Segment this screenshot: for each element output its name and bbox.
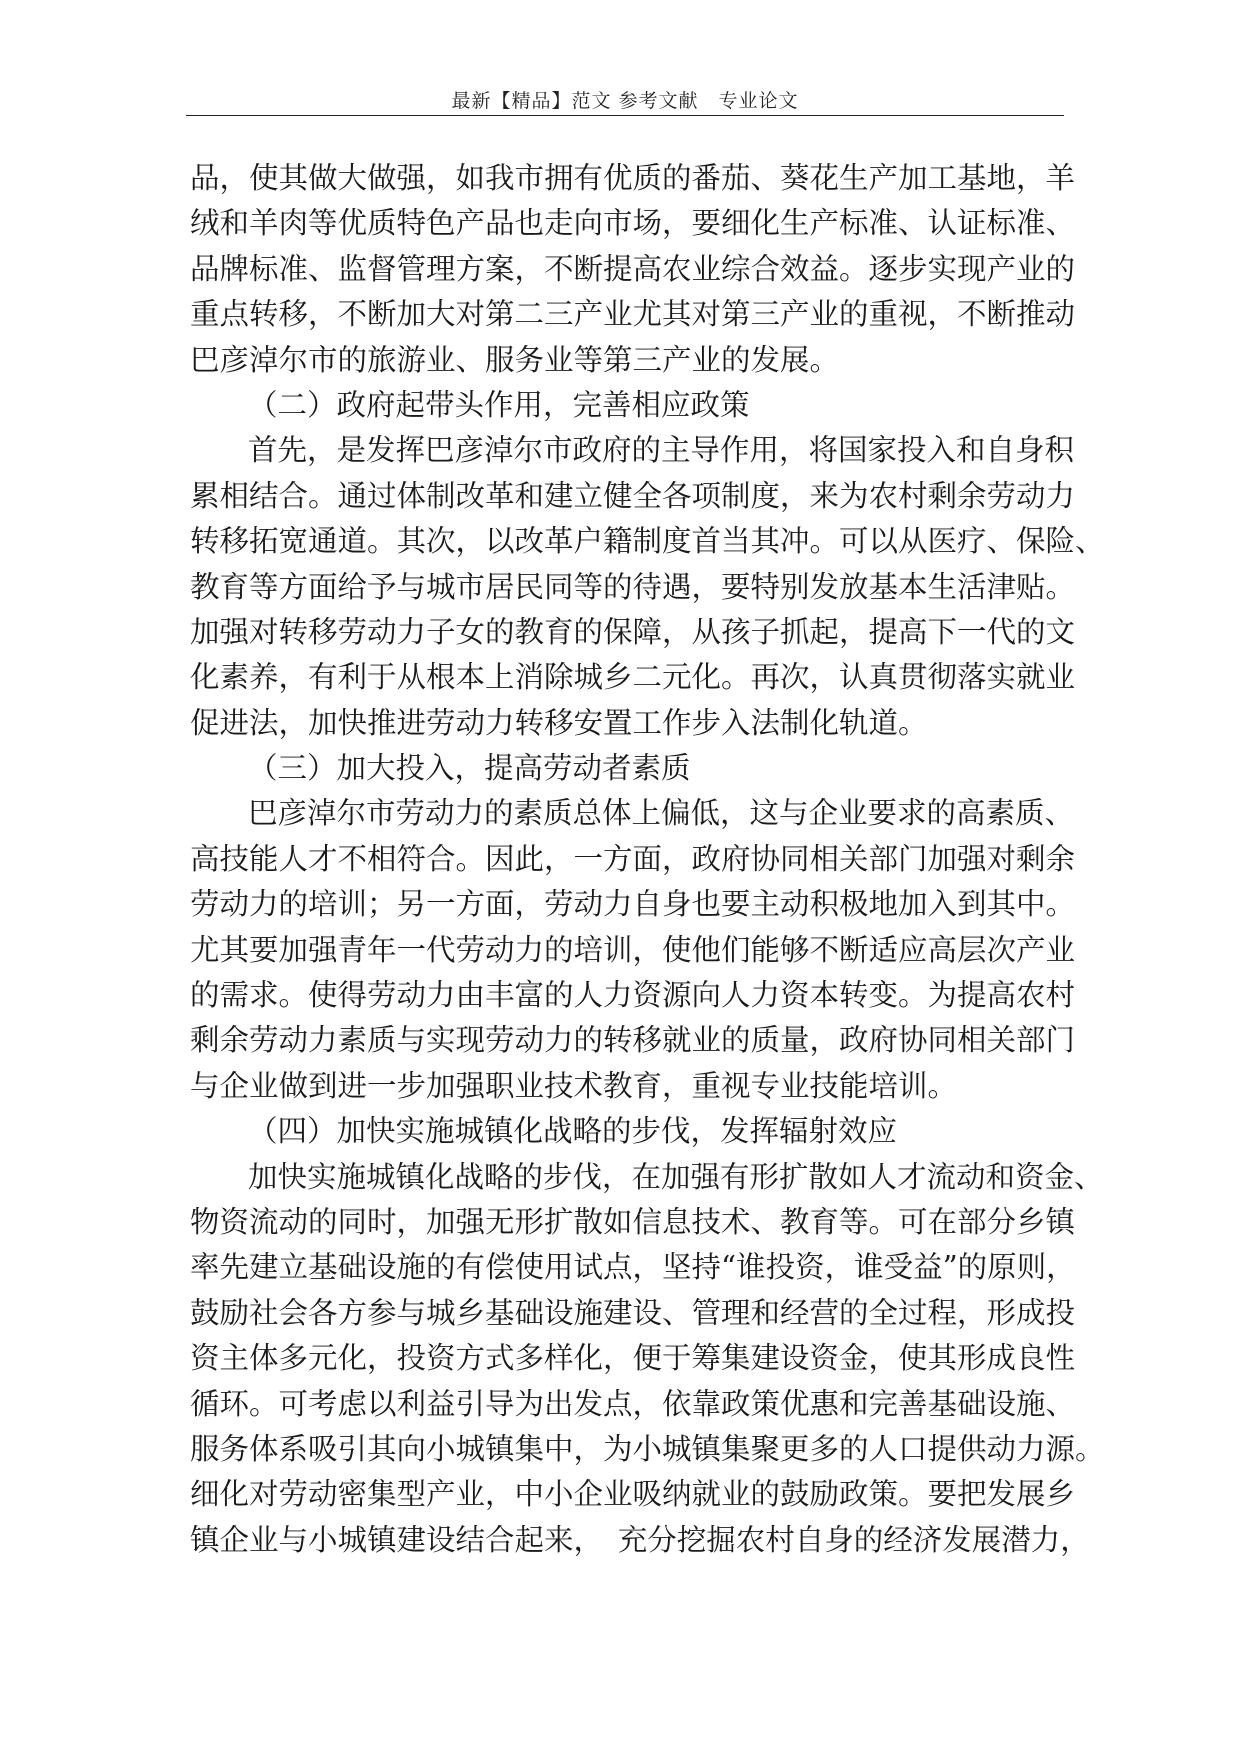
text-line: 品牌标准、监督管理方案，不断提高农业综合效益。逐步实现产业的 xyxy=(190,251,1076,286)
text-line: 镇企业与小城镇建设结合起来， 充分挖掘农村自身的经济发展潜力， xyxy=(190,1522,1090,1557)
text-line: 化素养，有利于从根本上消除城乡二元化。再次，认真贯彻落实就业 xyxy=(190,660,1076,695)
text-line: 重点转移，不断加大对第二三产业尤其对第三产业的重视，不断推动 xyxy=(190,297,1076,332)
text-line: 率先建立基础设施的有偿使用试点，坚持“谁投资，谁受益”的原则， xyxy=(190,1250,1076,1285)
text-line: 循环。可考虑以利益引导为出发点，依靠政策优惠和完善基础设施、 xyxy=(190,1386,1076,1421)
text-line: 首先，是发挥巴彦淖尔市政府的主导作用，将国家投入和自身积 xyxy=(248,433,1075,468)
page-header: 最新【精品】范文 参考文献 专业论文 xyxy=(451,90,799,112)
text-line: 与企业做到进一步加强职业技术教育，重视专业技能培训。 xyxy=(190,1068,958,1103)
text-line: 巴彦淖尔市劳动力的素质总体上偏低，这与企业要求的高素质、 xyxy=(248,796,1075,831)
text-line: 劳动力的培训；另一方面，劳动力自身也要主动积极地加入到其中。 xyxy=(190,887,1076,922)
text-line: 高技能人才不相符合。因此，一方面，政府协同相关部门加强对剩余 xyxy=(190,841,1076,876)
text-line: 加强对转移劳动力子女的教育的保障，从孩子抓起，提高下一代的文 xyxy=(190,614,1076,649)
text-line: 转移拓宽通道。其次，以改革户籍制度首当其冲。可以从医疗、保险、 xyxy=(190,524,1105,559)
text-line: 累相结合。通过体制改革和建立健全各项制度，来为农村剩余劳动力 xyxy=(190,478,1076,513)
text-line: 物资流动的同时，加强无形扩散如信息技术、教育等。可在部分乡镇 xyxy=(190,1204,1076,1239)
text-line: 细化对劳动密集型产业，中小企业吸纳就业的鼓励政策。要把发展乡 xyxy=(190,1477,1076,1512)
header-divider xyxy=(186,115,1064,116)
text-line: 巴彦淖尔市的旅游业、服务业等第三产业的发展。 xyxy=(190,342,840,377)
document-body xyxy=(190,156,1105,1563)
text-line: 绒和羊肉等优质特色产品也走向市场，要细化生产标准、认证标准、 xyxy=(190,206,1076,241)
text-line: 加快实施城镇化战略的步伐，在加强有形扩散如人才流动和资金、 xyxy=(248,1159,1104,1194)
section-heading: （三）加大投入，提高劳动者素质 xyxy=(248,751,691,786)
text-line: 促进法，加快推进劳动力转移安置工作步入法制化轨道。 xyxy=(190,705,928,740)
section-heading: （四）加快实施城镇化战略的步伐，发挥辐射效应 xyxy=(248,1114,898,1149)
text-line: 的需求。使得劳动力由丰富的人力资源向人力资本转变。为提高农村 xyxy=(190,978,1076,1013)
text-line: 尤其要加强青年一代劳动力的培训，使他们能够不断适应高层次产业 xyxy=(190,932,1076,967)
text-line: 剩余劳动力素质与实现劳动力的转移就业的质量，政府协同相关部门 xyxy=(190,1023,1076,1058)
text-line: 品，使其做大做强，如我市拥有优质的番茄、葵花生产加工基地，羊 xyxy=(190,161,1076,195)
section-heading: （二）政府起带头作用，完善相应政策 xyxy=(248,387,750,422)
text-line: 资主体多元化，投资方式多样化，便于筹集建设资金，使其形成良性 xyxy=(190,1341,1076,1376)
text-line: 鼓励社会各方参与城乡基础设施建设、管理和经营的全过程，形成投 xyxy=(190,1295,1076,1330)
text-line: 服务体系吸引其向小城镇集中，为小城镇集聚更多的人口提供动力源。 xyxy=(190,1431,1105,1466)
text-line: 教育等方面给予与城市居民同等的待遇，要特别发放基本生活津贴。 xyxy=(190,569,1076,604)
